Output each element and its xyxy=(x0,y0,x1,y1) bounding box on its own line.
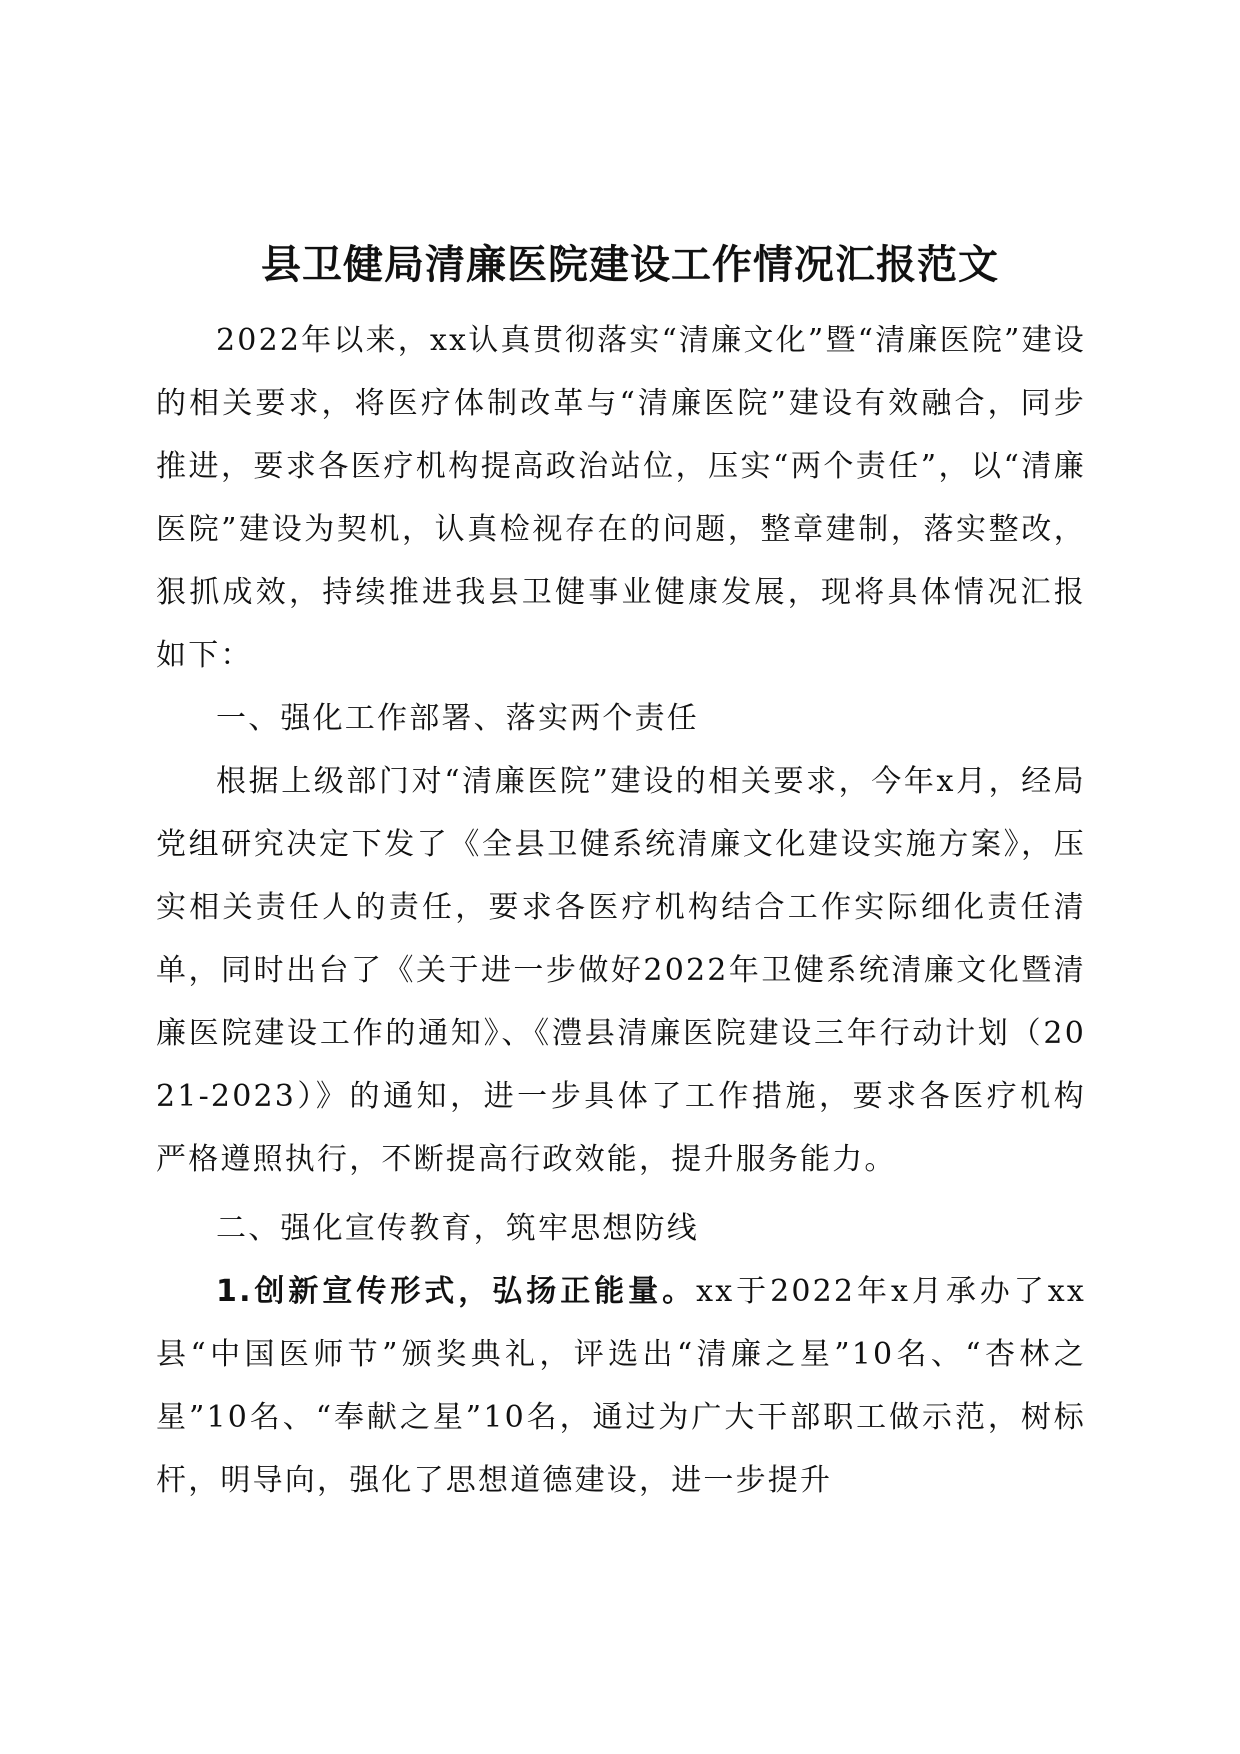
document-page xyxy=(156,235,1086,1512)
section-2-item-1-paragraph xyxy=(156,1260,1086,1512)
section-2-item-1-lead: 1.创新宣传形式，弘扬正能量。 xyxy=(216,1274,697,1309)
section-1-heading: 一、强化工作部署、落实两个责任 xyxy=(216,701,699,736)
intro-paragraph: 2022年以来，xx认真贯彻落实“清廉文化”暨“清廉医院”建设的相关要求，将医疗体制改革与“清廉医院”建设有效融合，同步推进，要求各医疗机构提高政治站位，压实“两个责任”，以“清廉医院”建设为契机，认真检视存在的问题，整章建制，落实整改，狠抓成效，持续推进我县卫健事业健康发展，现将具体情况汇报如下： xyxy=(156,323,1086,673)
section-2-item-1-body: xx于2022年x月承办了xx县“中国医师节”颁奖典礼，评选出“清廉之星”10名、“杏林之星”10名、“奉献之星”10名，通过为广大干部职工做示范，树标杆，明导向，强化了思想道德建设，进一步提升 xyxy=(156,1274,1086,1498)
document-title: 县卫健局清廉医院建设工作情况汇报范文 xyxy=(261,242,999,288)
section-1-paragraph: 根据上级部门对“清廉医院”建设的相关要求，今年x月，经局党组研究决定下发了《全县卫健系统清廉文化建设实施方案》，压实相关责任人的责任，要求各医疗机构结合工作实际细化责任清单，同时出台了《关于进一步做好2022年卫健系统清廉文化暨清廉医院建设工作的通知》、《澧县清廉医院建设三年行动计划（2021-2023）》的通知，进一步具体了工作措施，要求各医疗机构严格遵照执行，不断提高行政效能，提升服务能力。 xyxy=(156,764,1086,1177)
section-2-heading: 二、强化宣传教育，筑牢思想防线 xyxy=(216,1211,699,1246)
